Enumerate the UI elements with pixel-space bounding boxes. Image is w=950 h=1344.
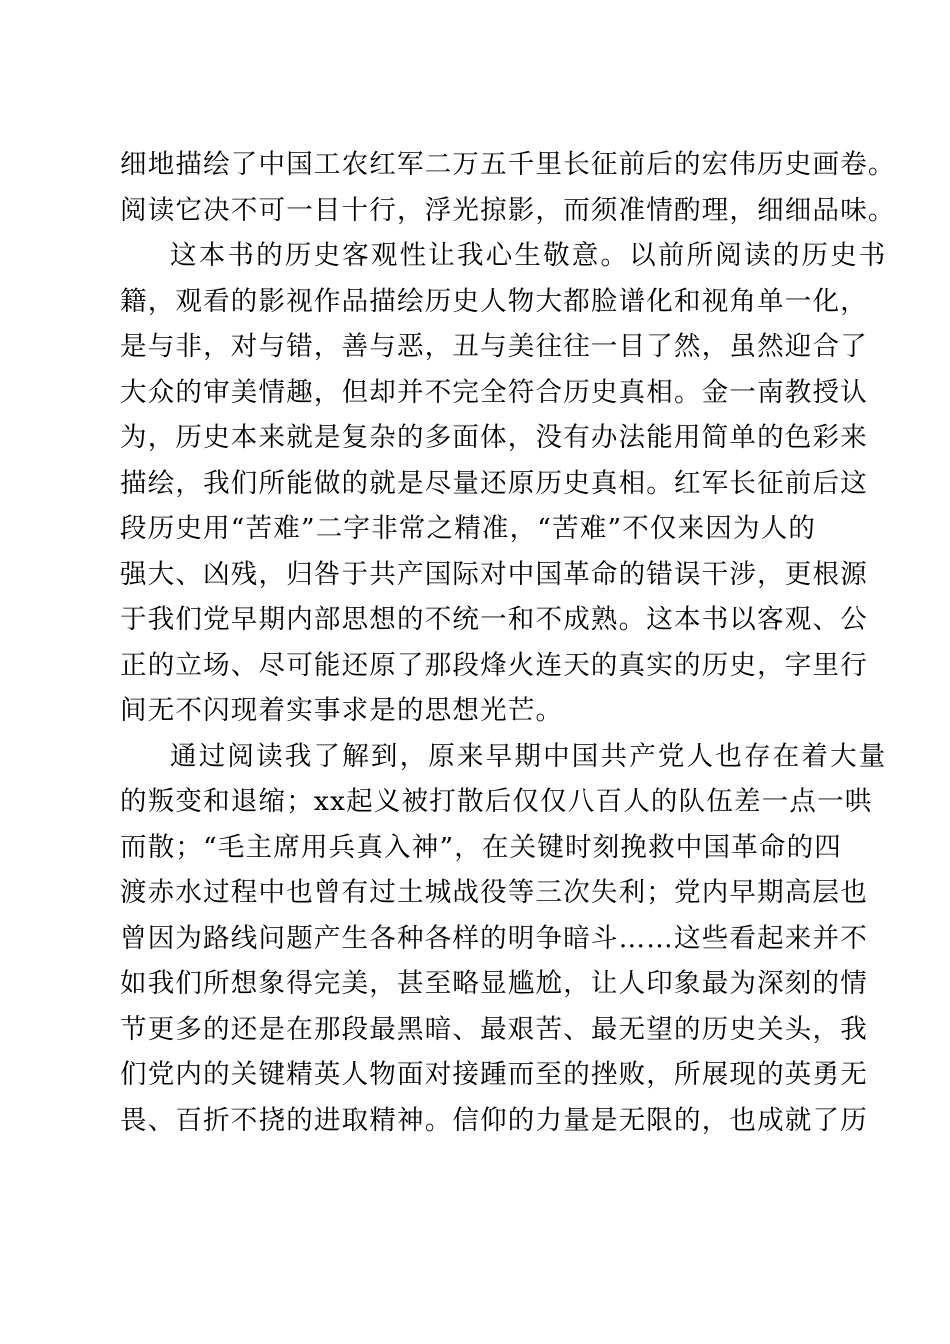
text-line: 于我们党早期内部思想的不统一和不成熟。这本书以客观、公 (120, 604, 868, 635)
text-line: 畏、百折不挠的进取精神。信仰的力量是无限的，也成就了历 (120, 1104, 868, 1136)
text-line: 描绘，我们所能做的就是尽量还原历史真相。红军长征前后这 (120, 467, 868, 499)
text-line: 是与非，对与错，善与恶，丑与美往往一目了然，虽然迎合了 (120, 331, 868, 362)
text-line: 强大、凶残，归咎于共产国际对中国革命的错误干涉，更根源 (120, 558, 868, 590)
text-line: 节更多的还是在那段最黑暗、最艰苦、最无望的历史关头，我 (120, 1013, 868, 1045)
text-line: 渡赤水过程中也曾有过土城战役等三次失利；党内早期高层也 (120, 877, 868, 908)
text-line: 籍，观看的影视作品描绘历史人物大都脸谱化和视角单一化， (120, 285, 868, 317)
text-line: 的叛变和退缩；xx起义被打散后仅仅八百人的队伍差一点一哄 (120, 786, 873, 817)
text-line: 为，历史本来就是复杂的多面体，没有办法能用简单的色彩来 (120, 422, 868, 453)
paragraph-start-line: 这本书的历史客观性让我心生敬意。以前所阅读的历史书 (170, 240, 888, 271)
body-text (120, 142, 896, 1143)
text-line: 曾因为路线问题产生各种各样的明争暗斗……这些看起来并不 (120, 922, 868, 954)
text-line: 如我们所想象得完美，甚至略显尴尬，让人印象最为深刻的情 (120, 968, 868, 999)
text-line: 们党内的关键精英人物面对接踵而至的挫败，所展现的英勇无 (120, 1059, 868, 1090)
text-line: 大众的审美情趣，但却并不完全符合历史真相。金一南教授认 (120, 376, 868, 408)
text-line: 细地描绘了中国工农红军二万五千里长征前后的宏伟历史画卷。 (120, 149, 896, 180)
text-line: 阅读它决不可一目十行，浮光掠影，而须准情酌理，细细品味。 (120, 194, 896, 226)
text-line: 正的立场、尽可能还原了那段烽火连天的真实的历史，字里行 (120, 649, 868, 681)
text-line: 而散；“毛主席用兵真入神”，在关键时刻挽救中国革命的四 (120, 831, 842, 863)
text-line: 段历史用“苦难”二字非常之精准，“苦难”不仅来因为人的 (120, 513, 817, 544)
paragraph-start-line: 通过阅读我了解到，原来早期中国共产党人也存在着大量 (170, 740, 888, 772)
text-line: 间无不闪现着实事求是的思想光芒。 (120, 695, 564, 726)
